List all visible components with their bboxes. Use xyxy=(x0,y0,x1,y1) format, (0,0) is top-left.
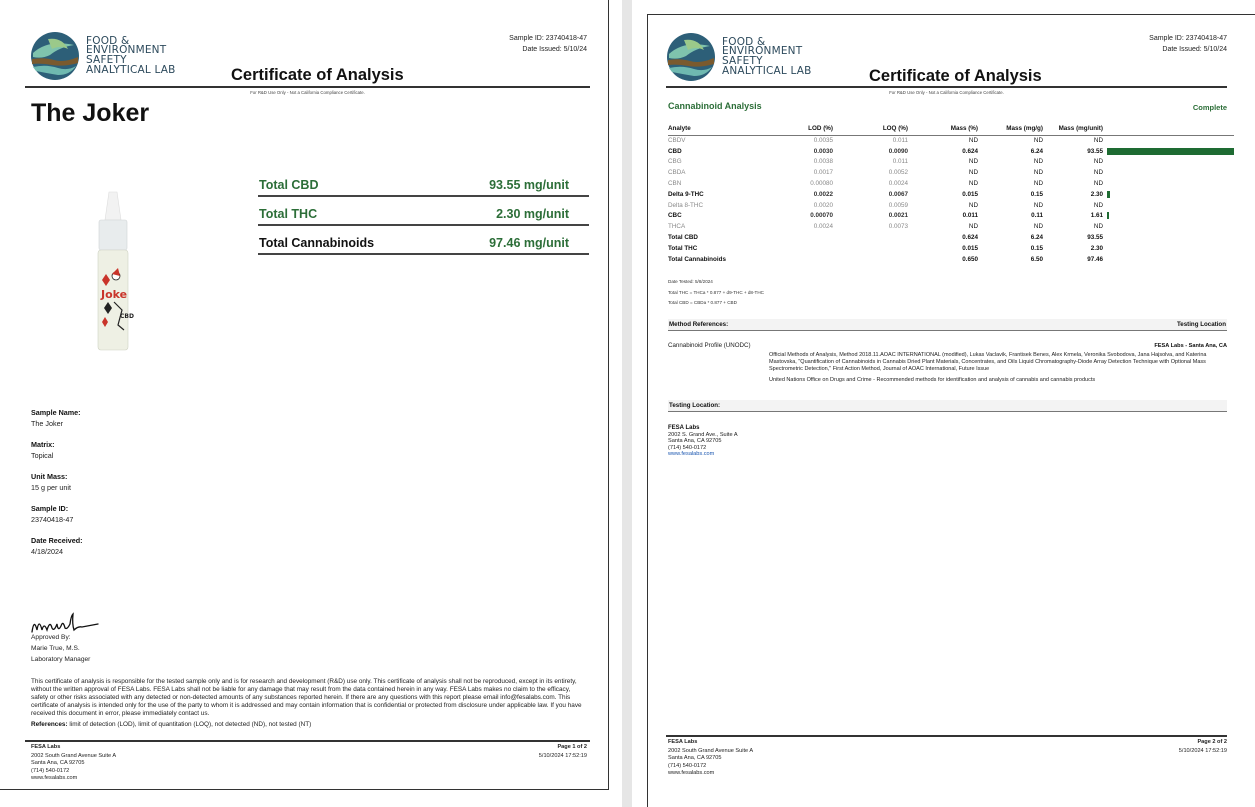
mass-bar xyxy=(1107,212,1109,219)
approver-name: Marie True, M.S. xyxy=(31,645,80,652)
cell-lod: 0.00070 xyxy=(810,212,833,220)
cell-mass-mgg: 6.24 xyxy=(1030,234,1043,242)
lab-logo-text xyxy=(722,35,812,77)
cell-mass-mgg: ND xyxy=(1033,180,1043,188)
table-header-row xyxy=(668,125,1234,135)
cell-lod: 0.0017 xyxy=(813,169,833,177)
footer-page-info xyxy=(1179,739,1227,755)
info-sample-id xyxy=(31,503,231,526)
table-row xyxy=(668,200,1234,211)
approved-by-label: Approved By: xyxy=(31,634,71,641)
table-row xyxy=(668,189,1234,200)
footer-phone: (714) 540-0172 xyxy=(668,762,707,769)
page-gutter xyxy=(622,0,632,807)
footer-timestamp: 5/10/2024 17:52:19 xyxy=(538,753,587,760)
svg-text:Joke: Joke xyxy=(101,288,128,301)
cell-mass-mgg: 0.15 xyxy=(1030,244,1043,252)
header-date-issued: Date Issued: 5/10/24 xyxy=(1162,46,1227,53)
lab-logo-text xyxy=(86,34,176,76)
table-row xyxy=(668,243,1234,254)
coa-page-2 xyxy=(647,14,1255,807)
mass-bar xyxy=(1107,148,1234,155)
method-references-header xyxy=(668,319,1227,331)
header-date-issued: Date Issued: 5/10/24 xyxy=(522,46,587,53)
cell-loq: 0.0067 xyxy=(888,190,908,198)
references-label: References: xyxy=(31,721,68,728)
page-number: Page 1 of 2 xyxy=(557,744,587,750)
info-label: Sample ID: xyxy=(31,504,69,513)
disclaimer-text: This certificate of analysis is responsible for the tested sample only and is for research and development (R&D) use only. This certificate of analysis shall not be reproduced, except in its entirety, without the written approval of FESA Labs. FESA Labs shall not be liable for any damage that may result from the data contained herein in any way. FESA Labs makes no claim to the efficacy, safety or other risks associated with any detected or non-detected amounts of any substances reported herein. If there are any questions with this report please email info@fesalabs.com. This certificate of analysis is intended only for the use of the party to whom it is addressed and may contain information that is confidential or protected from disclosure under applicable law. If you have received this document in error, please immediately contact us. xyxy=(31,678,582,717)
cell-loq xyxy=(833,243,908,254)
cell-bar xyxy=(1103,200,1234,211)
section-title-cannabinoid-analysis: Cannabinoid Analysis xyxy=(668,101,762,111)
cell-lod: 0.0024 xyxy=(813,223,833,231)
header-divider xyxy=(25,86,590,88)
info-unit-mass xyxy=(31,471,231,494)
logo-line: ENVIRONMENT xyxy=(86,44,167,57)
cell-loq: 0.0090 xyxy=(888,147,908,155)
cell-lod xyxy=(758,243,833,254)
info-label: Matrix: xyxy=(31,440,55,449)
cell-analyte: CBDV xyxy=(668,137,686,145)
cell-mass-mgg: ND xyxy=(1033,223,1043,231)
logo-line: ANALYTICAL LAB xyxy=(722,64,812,77)
column-header-analyte: Analyte xyxy=(668,125,758,135)
method-citations xyxy=(769,352,1229,389)
potency-summary xyxy=(258,168,589,255)
summary-label: Total Cannabinoids xyxy=(259,236,375,250)
method-citation: Official Methods of Analysis, Method 2018.11.AOAC INTERNATIONAL (modified), Lukas Vaclavik, Frantisek Benes, Alex Krmela, Veronika Svobodova, Jana Hajsolva, and Katerina Mastovska, "Quantification of Cannabinoids in Cannabis Dried Plant Materials, Concentrates, and Oils Liquid Chromatography-Diode Array Detection Technique with Optional Mass Spectrometric Detection," First Action Method, Journal of AOAC International, Future Issue xyxy=(769,352,1207,372)
header-sample-id: Sample ID: 23740418-47 xyxy=(509,35,587,42)
column-header-mass-pct: Mass (%) xyxy=(908,125,978,135)
table-row xyxy=(668,232,1234,243)
cell-lod: 0.0038 xyxy=(813,158,833,166)
formula-total-thc: Total THC = THCa * 0.877 + d9-THC + d8-THC xyxy=(668,289,764,295)
footer-address-line: Santa Ana, CA 92705 xyxy=(668,755,722,762)
sample-info xyxy=(31,407,231,567)
info-value: 15 g per unit xyxy=(31,483,71,492)
cell-bar xyxy=(1103,167,1234,178)
footer-address xyxy=(668,739,753,777)
cell-analyte: Total Cannabinoids xyxy=(668,255,726,263)
cell-loq: 0.0059 xyxy=(888,201,908,209)
cell-bar xyxy=(1103,254,1234,265)
column-header-mass-mgunit: Mass (mg/unit) xyxy=(1043,125,1103,135)
coa-page-1 xyxy=(0,0,609,790)
table-row xyxy=(668,254,1234,265)
summary-row-total-thc xyxy=(258,197,589,226)
references xyxy=(31,721,311,728)
cell-mass-mgg: ND xyxy=(1033,158,1043,166)
cell-mass-mgunit: ND xyxy=(1093,158,1103,166)
cell-lod: 0.0035 xyxy=(813,137,833,145)
footer-website: www.fesalabs.com xyxy=(668,769,715,776)
info-label: Sample Name: xyxy=(31,408,81,417)
cell-analyte: CBD xyxy=(668,147,682,155)
logo-line: FOOD & xyxy=(86,34,130,47)
cell-mass-pct: 0.624 xyxy=(962,147,978,155)
cell-loq xyxy=(833,254,908,265)
cell-analyte: CBC xyxy=(668,212,682,220)
lab-logo-icon xyxy=(666,32,716,82)
summary-value: 97.46 mg/unit xyxy=(489,236,569,250)
compliance-note: For R&D Use Only - Not a California Compliance Certificate. xyxy=(889,90,1004,95)
cell-mass-pct: 0.650 xyxy=(962,255,978,263)
approver-role: Laboratory Manager xyxy=(31,656,91,663)
approval-block xyxy=(31,632,90,665)
cell-mass-mgg: ND xyxy=(1033,169,1043,177)
info-value: 23740418-47 xyxy=(31,515,74,524)
date-tested: Date Tested: 5/8/2024 xyxy=(668,279,713,284)
page-title: Certificate of Analysis xyxy=(869,67,1042,85)
column-header-bar xyxy=(1103,125,1234,135)
info-sample-name xyxy=(31,407,231,430)
footer-phone: (714) 540-0172 xyxy=(31,767,70,774)
summary-label: Total CBD xyxy=(259,178,319,192)
footer-divider xyxy=(666,735,1227,737)
location-address-line: Santa Ana, CA 92705 xyxy=(668,438,722,445)
testing-location-address xyxy=(668,425,738,458)
cell-analyte: Total THC xyxy=(668,244,698,252)
footer-page-info xyxy=(539,744,587,760)
cell-bar xyxy=(1103,232,1234,243)
testing-location-column-label: Testing Location xyxy=(1176,321,1226,328)
logo-line: SAFETY xyxy=(722,55,763,67)
info-label: Unit Mass: xyxy=(31,472,68,481)
info-value: The Joker xyxy=(31,419,63,428)
cell-mass-mgg: ND xyxy=(1033,201,1043,209)
info-matrix xyxy=(31,439,231,462)
method-location: FESA Labs - Santa Ana, CA xyxy=(1154,343,1227,349)
cell-bar xyxy=(1103,211,1234,222)
method-references-label: Method References: xyxy=(669,321,729,328)
cell-bar xyxy=(1103,157,1234,168)
info-value: Topical xyxy=(31,451,54,460)
cell-mass-pct: 0.015 xyxy=(962,190,978,198)
cell-lod xyxy=(758,232,833,243)
summary-value: 2.30 mg/unit xyxy=(496,207,569,221)
summary-row-total-cbd xyxy=(258,168,589,197)
cell-mass-mgunit: 93.55 xyxy=(1087,234,1103,242)
cannabinoid-table-body xyxy=(668,135,1234,265)
cell-mass-mgunit: ND xyxy=(1093,223,1103,231)
info-date-received xyxy=(31,535,231,558)
cell-loq: 0.0024 xyxy=(888,180,908,188)
cell-mass-pct: ND xyxy=(968,201,978,209)
testing-location-header xyxy=(668,400,1227,412)
cell-bar xyxy=(1103,146,1234,157)
cell-mass-mgunit: ND xyxy=(1093,180,1103,188)
logo-line: SAFETY xyxy=(86,54,127,66)
cell-mass-mgunit: 1.61 xyxy=(1090,212,1103,220)
analysis-status-badge: Complete xyxy=(1192,103,1227,112)
logo-line: FOOD & xyxy=(722,35,766,48)
location-name: FESA Labs xyxy=(668,425,700,431)
cell-analyte: CBN xyxy=(668,180,682,188)
lab-logo-icon xyxy=(30,31,80,81)
header-sample-id: Sample ID: 23740418-47 xyxy=(1149,35,1227,42)
cell-bar xyxy=(1103,135,1234,146)
cell-mass-pct: ND xyxy=(968,137,978,145)
cell-mass-mgunit: 2.30 xyxy=(1090,244,1103,252)
header-meta xyxy=(509,33,587,55)
cell-mass-pct: ND xyxy=(968,169,978,177)
cell-analyte: CBDA xyxy=(668,169,686,177)
page-title: Certificate of Analysis xyxy=(231,66,404,84)
header-meta xyxy=(1149,33,1227,55)
footer-lab-name: FESA Labs xyxy=(668,739,698,745)
svg-text:CBD: CBD xyxy=(120,313,134,320)
table-row xyxy=(668,211,1234,222)
table-row xyxy=(668,146,1234,157)
location-address-line: 2002 S. Grand Ave., Suite A xyxy=(668,431,738,438)
location-website-link[interactable]: www.fesalabs.com xyxy=(668,451,715,458)
table-row xyxy=(668,135,1234,146)
cell-bar xyxy=(1103,243,1234,254)
cell-mass-mgunit: ND xyxy=(1093,201,1103,209)
compliance-note: For R&D Use Only - Not a California Compliance Certificate. xyxy=(250,90,365,95)
logo-line: ANALYTICAL LAB xyxy=(86,63,176,76)
cell-mass-pct: ND xyxy=(968,180,978,188)
summary-label: Total THC xyxy=(259,207,318,221)
formula-total-cbd: Total CBD = CBDa * 0.877 + CBD xyxy=(668,300,737,305)
table-row xyxy=(668,221,1234,232)
header-divider xyxy=(666,86,1227,88)
cell-lod: 0.0022 xyxy=(813,190,833,198)
cell-lod: 0.00080 xyxy=(810,180,833,188)
footer-lab-name: FESA Labs xyxy=(31,744,61,750)
cell-analyte: Delta 8-THC xyxy=(668,201,703,209)
cell-mass-mgg: 0.15 xyxy=(1030,190,1043,198)
cell-mass-pct: ND xyxy=(968,158,978,166)
cell-mass-pct: ND xyxy=(968,223,978,231)
mass-bar xyxy=(1107,191,1110,198)
cell-analyte: THCA xyxy=(668,223,686,231)
method-citation: United Nations Office on Drugs and Crime - Recommended methods for identification and analysis of cannabis and cannabis products xyxy=(769,377,1096,384)
cell-bar xyxy=(1103,221,1234,232)
cell-mass-mgunit: ND xyxy=(1093,169,1103,177)
cannabinoid-table xyxy=(668,125,1234,265)
footer-address xyxy=(31,744,116,782)
cell-mass-mgunit: 97.46 xyxy=(1087,255,1103,263)
method-name: Cannabinoid Profile (UNODC) xyxy=(668,342,751,349)
product-title: The Joker xyxy=(31,99,150,127)
summary-row-total-cannabinoids xyxy=(258,226,589,255)
cell-loq: 0.0052 xyxy=(888,169,908,177)
cell-mass-pct: 0.011 xyxy=(962,212,978,220)
cell-loq: 0.011 xyxy=(892,137,908,145)
location-phone: (714) 540-0172 xyxy=(668,444,707,451)
footer-timestamp: 5/10/2024 17:52:19 xyxy=(1178,748,1227,755)
cell-mass-mgg: 6.24 xyxy=(1030,147,1043,155)
footer-website: www.fesalabs.com xyxy=(31,774,78,781)
cell-bar xyxy=(1103,178,1234,189)
cell-lod xyxy=(758,254,833,265)
lab-logo xyxy=(30,31,176,81)
cell-bar xyxy=(1103,189,1234,200)
table-row xyxy=(668,157,1234,168)
column-header-loq: LOQ (%) xyxy=(833,125,908,135)
table-row xyxy=(668,167,1234,178)
footer-address-line: 2002 South Grand Avenue Suite A xyxy=(31,753,117,760)
cell-mass-mgg: 0.11 xyxy=(1031,212,1043,220)
cell-mass-mgunit: 93.55 xyxy=(1087,147,1103,155)
cell-analyte: CBG xyxy=(668,158,682,166)
cell-mass-mgg: ND xyxy=(1033,137,1043,145)
footer-address-line: Santa Ana, CA 92705 xyxy=(31,760,85,767)
footer-address-line: 2002 South Grand Avenue Suite A xyxy=(668,748,754,755)
product-bottle-image xyxy=(88,190,138,355)
footer-divider xyxy=(25,740,590,742)
column-header-lod: LOD (%) xyxy=(758,125,833,135)
info-value: 4/18/2024 xyxy=(31,547,63,556)
cell-mass-mgunit: 2.30 xyxy=(1090,190,1103,198)
table-row xyxy=(668,178,1234,189)
references-text: limit of detection (LOD), limit of quantitation (LOQ), not detected (ND), not tested (NT) xyxy=(69,721,312,728)
analysis-notes xyxy=(668,277,764,309)
cell-mass-pct: 0.624 xyxy=(962,234,978,242)
cell-analyte: Total CBD xyxy=(668,234,698,242)
cell-lod: 0.0020 xyxy=(813,201,833,209)
cell-mass-mgg: 6.50 xyxy=(1030,255,1043,263)
logo-line: ENVIRONMENT xyxy=(722,45,803,58)
cell-loq xyxy=(833,232,908,243)
info-label: Date Received: xyxy=(31,536,83,545)
column-header-mass-mgg: Mass (mg/g) xyxy=(978,125,1043,135)
cell-lod: 0.0030 xyxy=(813,147,833,155)
lab-logo xyxy=(666,32,812,82)
cell-loq: 0.0021 xyxy=(888,212,908,220)
cell-analyte: Delta 9-THC xyxy=(668,190,704,198)
summary-value: 93.55 mg/unit xyxy=(489,178,569,192)
cell-loq: 0.011 xyxy=(892,158,908,166)
cell-loq: 0.0073 xyxy=(888,223,908,231)
testing-location-label: Testing Location: xyxy=(669,402,721,409)
cell-mass-pct: 0.015 xyxy=(962,244,978,252)
cell-mass-mgunit: ND xyxy=(1093,137,1103,145)
page-number: Page 2 of 2 xyxy=(1197,739,1227,745)
